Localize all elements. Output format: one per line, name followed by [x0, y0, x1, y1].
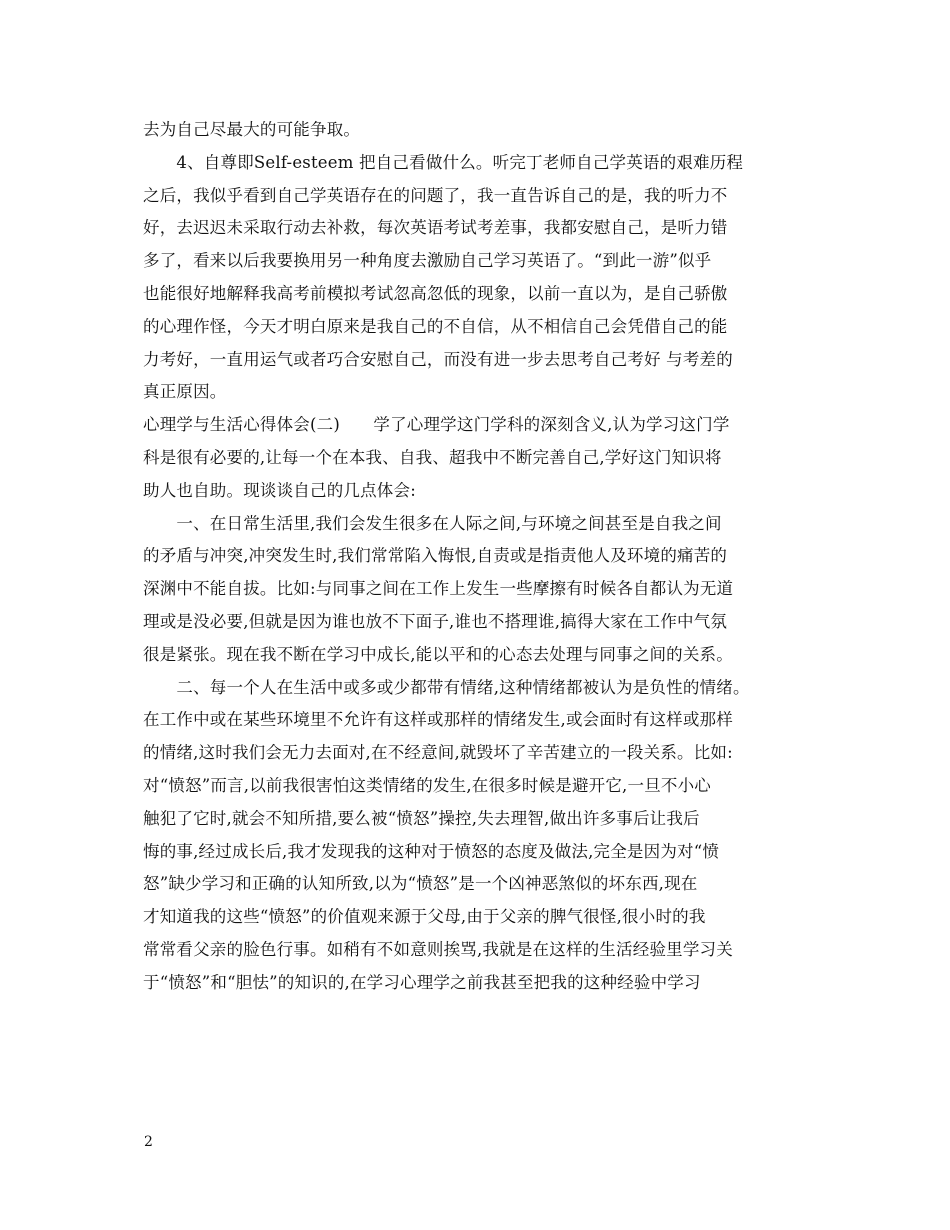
- text-line: 很是紧张。现在我不断在学习中成长,能以平和的心态去处理与同事之间的关系。: [143, 644, 733, 664]
- section-heading-line: 心理学与生活心得体会(二) 学了心理学这门学科的深刻含义,认为学习这门学: [143, 415, 730, 435]
- text-line: 才知道我的这些“愤怒”的价值观来源于父母,由于父亲的脾气很怪,很小时的我: [143, 907, 706, 927]
- text-line: 悔的事,经过成长后,我才发现我的这种对于愤怒的态度及做法,完全是因为对“愤: [143, 841, 720, 861]
- text-line: 力考好，一直用运气或者巧合安慰自己，而没有进一步去思考自己考好 与考差的: [143, 349, 733, 369]
- text-line: 的情绪,这时我们会无力去面对,在不经意间,就毁坏了辛苦建立的一段关系。比如:: [143, 743, 733, 763]
- body-text: [143, 114, 823, 1000]
- text-line: 4、自尊即Self-esteem 把自己看做什么。听完丁老师自己学英语的艰难历程: [143, 152, 744, 172]
- text-line: 也能很好地解释我高考前模拟考试忽高忽低的现象，以前一直以为，是自己骄傲: [143, 283, 728, 303]
- page-number: 2: [144, 1134, 153, 1150]
- text-line: 在工作中或在某些环境里不允许有这样或那样的情绪发生,或会面时有这样或那样: [143, 710, 733, 730]
- text-line: 深渊中不能自拔。比如:与同事之间在工作上发生一些摩擦有时候各自都认为无道: [143, 579, 734, 599]
- text-line: 常常看父亲的脸色行事。如稍有不如意则挨骂,我就是在这样的生活经验里学习关: [143, 939, 733, 959]
- text-line: 科是很有必要的,让每一个在本我、自我、超我中不断完善自己,学好这门知识将: [143, 447, 722, 467]
- text-line: 二、每一个人在生活中或多或少都带有情绪,这种情绪都被认为是负性的情绪。: [143, 677, 750, 697]
- text-line: 好，去迟迟未采取行动去补救，每次英语考试考差事，我都安慰自己，是听力错: [143, 218, 728, 238]
- text-line: 触犯了它时,就会不知所措,要么被“愤怒”操控,失去理智,做出许多事后让我后: [143, 808, 700, 828]
- text-line: 一、在日常生活里,我们会发生很多在人际之间,与环境之间甚至是自我之间: [143, 513, 722, 533]
- text-line: 的心理作怪，今天才明白原来是我自己的不自信，从不相信自己会凭借自己的能: [143, 316, 728, 336]
- text-line: 理或是没必要,但就是因为谁也放不下面子,谁也不搭理谁,搞得大家在工作中气氛: [143, 611, 728, 631]
- text-line: 怒”缺少学习和正确的认知所致,以为“愤怒”是一个凶神恶煞似的坏东西,现在: [143, 874, 698, 894]
- text-line: 于“愤怒”和“胆怯”的知识的,在学习心理学之前我甚至把我的这种经验中学习: [143, 972, 701, 992]
- text-line: 真正原因。: [143, 382, 227, 402]
- text-line: 对“愤怒”而言,以前我很害怕这类情绪的发生,在很多时候是避开它,一旦不小心: [143, 775, 712, 795]
- text-line: 多了，看来以后我要换用另一种角度去激励自己学习英语了。“到此一游”似乎: [143, 251, 712, 271]
- text-line: 的矛盾与冲突,冲突发生时,我们常常陷入悔恨,自责或是指责他人及环境的痛苦的: [143, 546, 728, 566]
- text-line: 去为自己尽最大的可能争取。: [143, 120, 361, 139]
- text-line: 助人也自助。现谈谈自己的几点体会:: [143, 480, 416, 500]
- text-line: 之后，我似乎看到自己学英语存在的问题了，我一直告诉自己的是，我的听力不: [143, 185, 728, 205]
